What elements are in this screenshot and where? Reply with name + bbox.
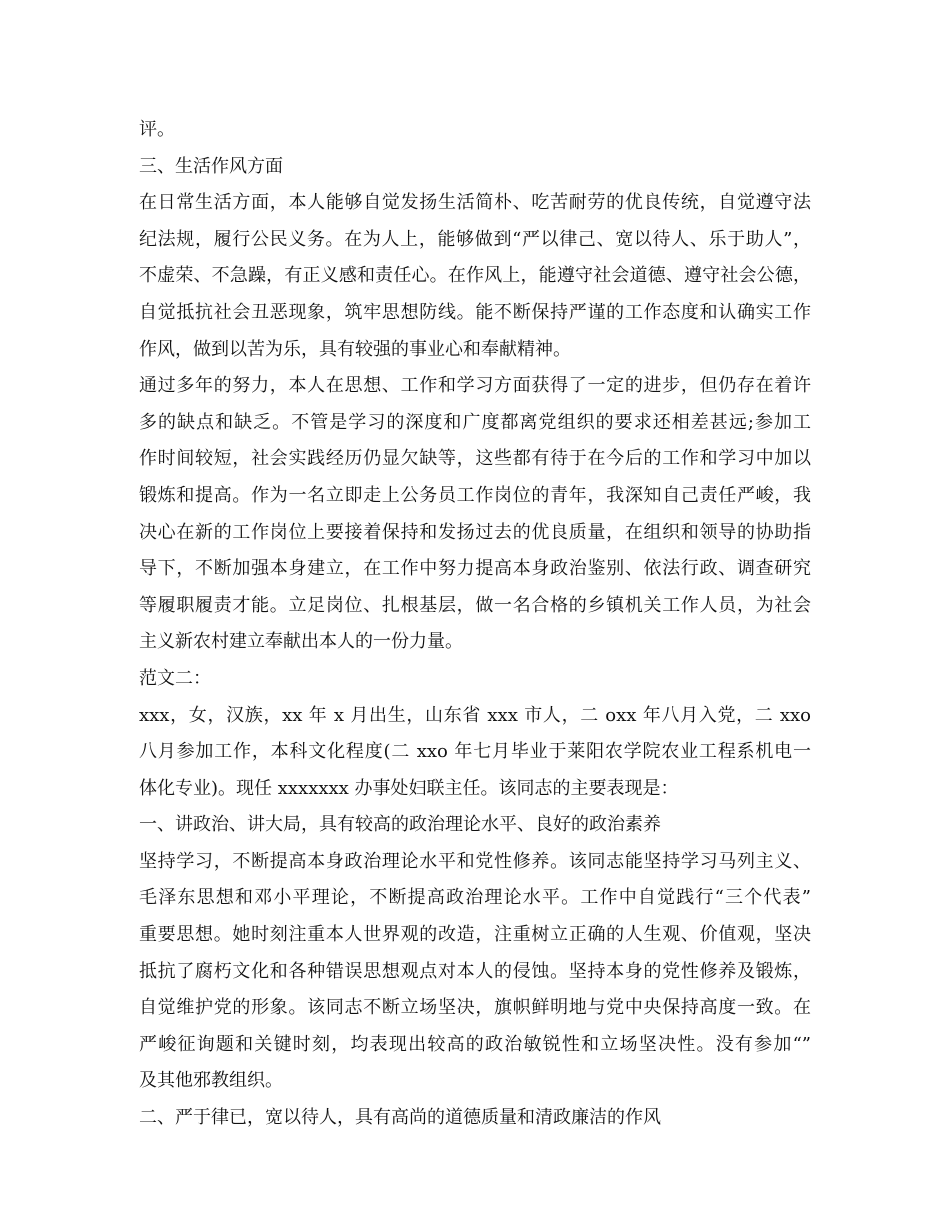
- text-line: 自觉维护党的形象。该同志不断立场坚决，旗帜鲜明地与党中央保持高度一致。在: [139, 997, 811, 1019]
- text-line: 决心在新的工作岗位上要接着保持和发扬过去的优良质量，在组织和领导的协助指: [139, 521, 811, 543]
- text-line: 作风，做到以苦为乐，具有较强的事业心和奉献精神。: [139, 338, 571, 360]
- text-line: 体化专业)。现任 xxxxxxx 办事处妇联主任。该同志的主要表现是：: [139, 777, 679, 799]
- text-line: 二、严于律已，宽以待人，具有高尚的道德质量和清政廉洁的作风: [139, 1107, 661, 1129]
- text-line: 严峻征询题和关键时刻，均表现出较高的政治敏锐性和立场坚决性。没有参加“”: [139, 1033, 811, 1055]
- text-line: 等履职履责才能。立足岗位、扎根基层，做一名合格的乡镇机关工作人员，为社会: [139, 594, 811, 616]
- text-line: 在日常生活方面，本人能够自觉发扬生活简朴、吃苦耐劳的优良传统，自觉遵守法: [139, 192, 811, 214]
- text-line: 作时间较短，社会实践经历仍显欠缺等，这些都有待于在今后的工作和学习中加以: [139, 448, 811, 470]
- text-line: 纪法规，履行公民义务。在为人上，能够做到“严以律己、宽以待人、乐于助人”，: [139, 228, 811, 250]
- text-line: 八月参加工作，本科文化程度(二 xxo 年七月毕业于莱阳农学院农业工程系机电一: [139, 741, 811, 763]
- text-line: 不虚荣、不急躁，有正义感和责任心。在作风上，能遵守社会道德、遵守社会公德，: [139, 265, 811, 287]
- text-line: 三、生活作风方面: [139, 155, 283, 177]
- text-line: 一、讲政治、讲大局，具有较高的政治理论水平、良好的政治素养: [139, 814, 661, 836]
- text-line: xxx，女，汉族，xx 年 x 月出生，山东省 xxx 市人，二 oxx 年八月入党，二 xxo: [139, 704, 811, 726]
- text-line: 毛泽东思想和邓小平理论，不断提高政治理论水平。工作中自觉践行“三个代表”: [139, 887, 811, 909]
- text-line: 多的缺点和缺乏。不管是学习的深度和广度都离党组织的要求还相差甚远;参加工: [139, 411, 811, 433]
- text-line: 抵抗了腐朽文化和各种错误思想观点对本人的侵蚀。坚持本身的党性修养及锻炼，: [139, 960, 811, 982]
- text-line: 坚持学习，不断提高本身政治理论水平和党性修养。该同志能坚持学习马列主义、: [139, 850, 811, 872]
- text-line: 通过多年的努力，本人在思想、工作和学习方面获得了一定的进步，但仍存在着许: [139, 375, 811, 397]
- document-body: [139, 112, 811, 1137]
- text-line: 重要思想。她时刻注重本人世界观的改造，注重树立正确的人生观、价值观，坚决: [139, 924, 811, 946]
- text-line: 导下，不断加强本身建立，在工作中努力提高本身政治鉴别、依法行政、调查研究: [139, 558, 811, 580]
- text-line: 评。: [139, 119, 175, 140]
- text-line: 范文二：: [139, 667, 211, 689]
- text-line: 主义新农村建立奉献出本人的一份力量。: [139, 631, 463, 653]
- text-line: 及其他邪教组织。: [139, 1070, 283, 1092]
- text-line: 锻炼和提高。作为一名立即走上公务员工作岗位的青年，我深知自己责任严峻，我: [139, 484, 811, 506]
- text-line: 自觉抵抗社会丑恶现象，筑牢思想防线。能不断保持严谨的工作态度和认确实工作: [139, 301, 811, 323]
